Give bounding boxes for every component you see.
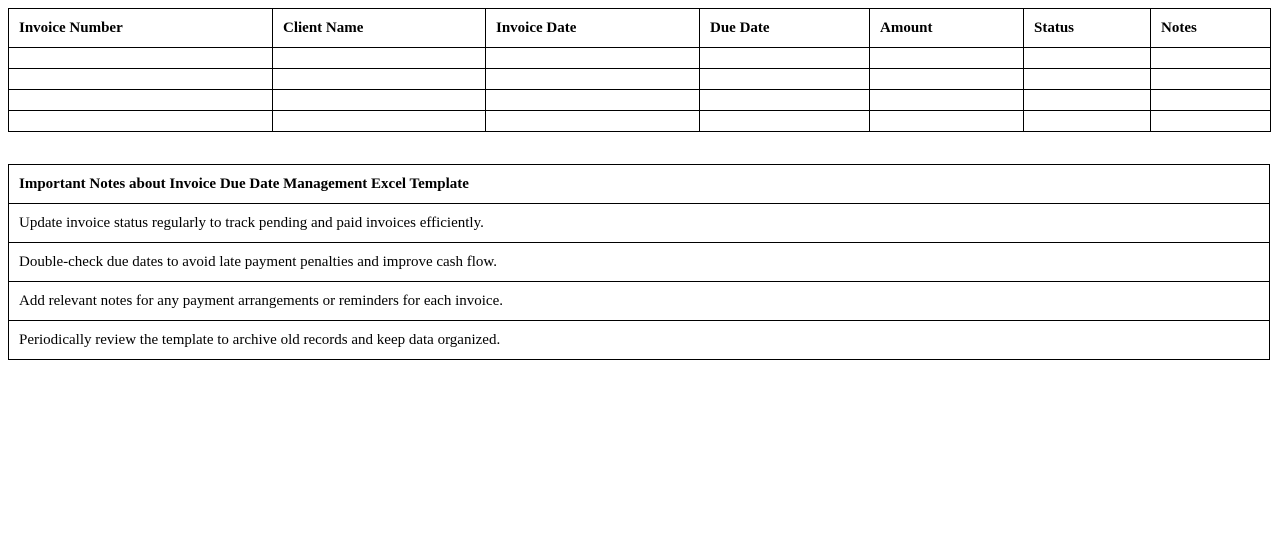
cell-due-date[interactable] [700, 111, 870, 132]
cell-invoice-number[interactable] [9, 69, 273, 90]
table-row [9, 48, 1271, 69]
cell-amount[interactable] [870, 69, 1024, 90]
note-item: Update invoice status regularly to track pending and paid invoices efficiently. [9, 204, 1270, 243]
cell-invoice-number[interactable] [9, 90, 273, 111]
table-row [9, 111, 1271, 132]
cell-invoice-date[interactable] [486, 48, 700, 69]
cell-amount[interactable] [870, 111, 1024, 132]
table-row [9, 90, 1271, 111]
note-item: Periodically review the template to archive old records and keep data organized. [9, 321, 1270, 360]
notes-row [9, 321, 1270, 360]
header-client-name: Client Name [273, 9, 486, 48]
cell-invoice-date[interactable] [486, 111, 700, 132]
header-amount: Amount [870, 9, 1024, 48]
cell-invoice-number[interactable] [9, 48, 273, 69]
cell-due-date[interactable] [700, 48, 870, 69]
table-row [9, 69, 1271, 90]
header-notes: Notes [1151, 9, 1271, 48]
header-status: Status [1024, 9, 1151, 48]
cell-client-name[interactable] [273, 69, 486, 90]
cell-client-name[interactable] [273, 48, 486, 69]
notes-title: Important Notes about Invoice Due Date Management Excel Template [9, 165, 1270, 204]
cell-due-date[interactable] [700, 69, 870, 90]
cell-notes[interactable] [1151, 69, 1271, 90]
invoice-table [8, 8, 1271, 132]
notes-row [9, 282, 1270, 321]
cell-invoice-number[interactable] [9, 111, 273, 132]
header-invoice-date: Invoice Date [486, 9, 700, 48]
notes-row [9, 204, 1270, 243]
cell-notes[interactable] [1151, 111, 1271, 132]
cell-amount[interactable] [870, 90, 1024, 111]
note-item: Double-check due dates to avoid late payment penalties and improve cash flow. [9, 243, 1270, 282]
header-due-date: Due Date [700, 9, 870, 48]
cell-due-date[interactable] [700, 90, 870, 111]
cell-status[interactable] [1024, 48, 1151, 69]
cell-invoice-date[interactable] [486, 90, 700, 111]
cell-notes[interactable] [1151, 90, 1271, 111]
cell-amount[interactable] [870, 48, 1024, 69]
cell-status[interactable] [1024, 69, 1151, 90]
notes-header-row [9, 165, 1270, 204]
cell-status[interactable] [1024, 90, 1151, 111]
notes-row [9, 243, 1270, 282]
header-row [9, 9, 1271, 48]
header-invoice-number: Invoice Number [9, 9, 273, 48]
note-item: Add relevant notes for any payment arrangements or reminders for each invoice. [9, 282, 1270, 321]
cell-invoice-date[interactable] [486, 69, 700, 90]
notes-table [8, 164, 1270, 360]
cell-notes[interactable] [1151, 48, 1271, 69]
cell-client-name[interactable] [273, 90, 486, 111]
cell-client-name[interactable] [273, 111, 486, 132]
cell-status[interactable] [1024, 111, 1151, 132]
